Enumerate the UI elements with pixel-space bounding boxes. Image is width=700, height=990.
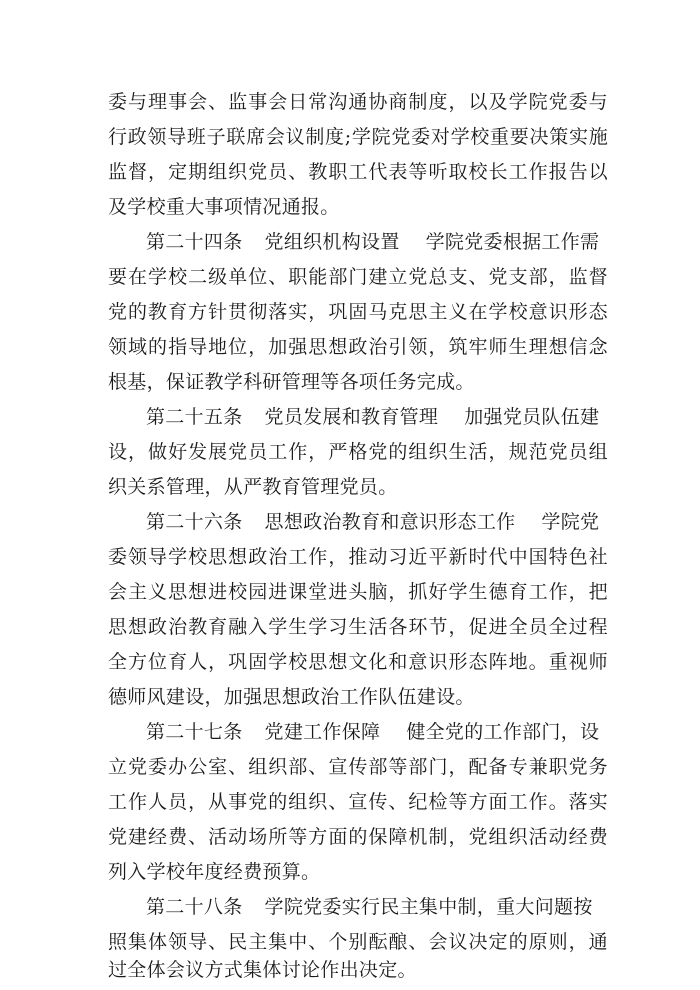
text-line: 照集体领导、民主集中、个别酝酿、会议决定的原则，通 (108, 931, 608, 953)
text-line: 根基，保证教学科研管理等各项任务完成。 (108, 371, 475, 393)
text-line: 党建经费、活动场所等方面的保障机制，党组织活动经费 (108, 826, 608, 848)
article-number: 第二十七条 (146, 721, 243, 743)
text-line: 列入学校年度经费预算。 (108, 861, 321, 883)
article-text: 健全党的工作部门，设 (406, 721, 600, 743)
text-line: 过全体会议方式集体讨论作出决定。 (108, 959, 417, 981)
text-line: 会主义思想进校园进课堂进头脑，抓好学生德育工作，把 (108, 581, 608, 603)
article-number: 第二十六条 (146, 511, 243, 533)
article-title: 思想政治教育和意识形态工作 (264, 511, 516, 533)
text-line: 全方位育人，巩固学校思想文化和意识形态阵地。重视师 (108, 651, 608, 673)
text-line: 设，做好发展党员工作，严格党的组织生活，规范党员组 (108, 441, 608, 463)
text-line: 监督，定期组织党员、教职工代表等听取校长工作报告以 (108, 161, 608, 183)
text-line: 立党委办公室、组织部、宣传部等部门，配备专兼职党务 (108, 756, 608, 778)
article-text: 加强党员队伍建 (464, 406, 600, 428)
text-line: 委领导学校思想政治工作，推动习近平新时代中国特色社 (108, 546, 608, 568)
article-25-first-line (146, 402, 608, 432)
article-number: 第二十五条 (146, 406, 243, 428)
text-line: 及学校重大事项情况通报。 (108, 196, 340, 218)
article-number: 第二十四条 (146, 231, 243, 253)
text-line: 委与理事会、监事会日常沟通协商制度，以及学院党委与 (108, 91, 608, 113)
text-line: 工作人员，从事党的组织、宣传、纪检等方面工作。落实 (108, 791, 608, 813)
article-26-first-line (146, 507, 608, 537)
text-line: 要在学校二级单位、职能部门建立党总支、党支部，监督 (108, 266, 608, 288)
article-24-first-line (146, 227, 608, 257)
article-text: 学院党委实行民主集中制，重大问题按 (264, 896, 593, 918)
text-line: 织关系管理，从严教育管理党员。 (108, 476, 398, 498)
article-text: 学院党 (541, 511, 600, 533)
article-28-first-line (146, 892, 608, 922)
article-title: 党组织机构设置 (264, 231, 400, 253)
text-line: 行政领导班子联席会议制度;学院党委对学校重要决策实施 (108, 126, 608, 148)
article-text: 学院党委根据工作需 (425, 231, 600, 253)
text-line: 党的教育方针贯彻落实，巩固马克思主义在学校意识形态 (108, 301, 608, 323)
article-title: 党建工作保障 (264, 721, 381, 743)
text-line: 思想政治教育融入学生学习生活各环节，促进全员全过程 (108, 616, 608, 638)
text-line: 领域的指导地位，加强思想政治引领，筑牢师生理想信念 (108, 336, 608, 358)
text-line: 德师风建设，加强思想政治工作队伍建设。 (108, 686, 475, 708)
article-27-first-line (146, 717, 608, 747)
article-number: 第二十八条 (146, 896, 243, 918)
article-title: 党员发展和教育管理 (264, 406, 439, 428)
